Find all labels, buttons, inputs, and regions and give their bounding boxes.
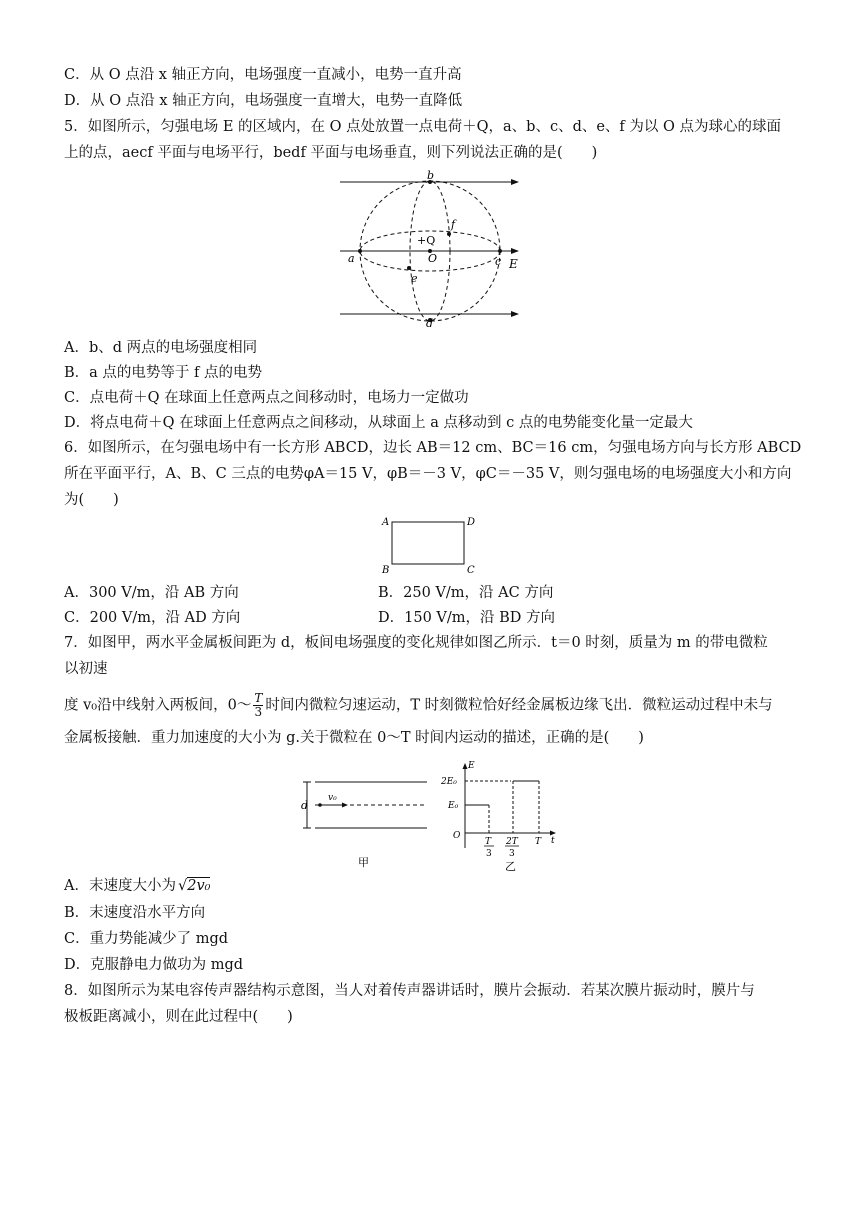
label-2e0: 2E₀: [441, 777, 457, 787]
q4-option-d: D．从 O 点沿 x 轴正方向，电场强度一直增大，电势一直降低: [64, 93, 463, 109]
label-c: c: [495, 255, 502, 268]
q7-stem-line3: [64, 692, 773, 719]
q5-stem-line2: 上的点，aecf 平面与电场平行，bedf 平面与电场垂直，则下列说法正确的是( ): [64, 145, 598, 161]
q7-field-graph: [441, 758, 560, 873]
fraction-t-over-3: [253, 692, 263, 719]
q6-option-b: B．250 V/m，沿 AC 方向: [378, 585, 554, 601]
label-B: B: [382, 565, 390, 576]
q6-stem-line2: 所在平面平行，A、B、C 三点的电势φA＝15 V，φB＝－3 V，φC＝－35 V，则匀强电场的电场强度大小和方向: [64, 466, 792, 482]
fraction-numerator: T: [254, 691, 263, 705]
q6-stem-line3: 为( ): [64, 492, 119, 508]
label-t-axis: t: [551, 836, 555, 846]
q5-option-d: D．将点电荷＋Q 在球面上任意两点之间移动，从球面上 a 点移动到 c 点的电势能变化量一定最大: [64, 415, 693, 431]
q8-stem-line1: 8．如图所示为某电容传声器结构示意图，当人对着传声器讲话时，膜片会振动．若某次膜片振动时，膜片与: [64, 983, 755, 999]
caption-jia: 甲: [358, 856, 369, 869]
tick-2t3-num: 2T: [506, 837, 518, 847]
label-e: e: [411, 272, 418, 285]
q5-option-a: A．b、d 两点的电场强度相同: [64, 340, 258, 356]
q5-sphere-figure: [335, 170, 530, 328]
label-f: f: [451, 218, 456, 231]
q6-rectangle-figure: [378, 512, 484, 576]
q5-stem-line1: 5．如图所示，匀强电场 E 的区域内，在 O 点处放置一点电荷＋Q，a、b、c、d、e、f 为以 O 点为球心的球面: [64, 119, 782, 135]
q7-stem-line1: 7．如图甲，两水平金属板间距为 d，板间电场强度的变化规律如图乙所示．t＝0 时刻，质量为 m 的带电微粒: [64, 635, 768, 651]
q7-plates-figure: [295, 770, 430, 870]
q7-stem-line4: 金属板接触．重力加速度的大小为 g.关于微粒在 0～T 时间内运动的描述，正确的是( ): [64, 730, 644, 746]
q7-option-a-value: 2v₀: [187, 878, 211, 894]
label-o: O: [428, 252, 438, 265]
tick-2t3-den: 3: [509, 849, 515, 859]
q5-option-b: B．a 点的电势等于 f 点的电势: [64, 365, 262, 381]
fraction-denominator: 3: [254, 705, 263, 719]
label-e-axis: E: [468, 761, 475, 771]
tick-t3-den: 3: [486, 849, 492, 859]
q7-stem-line3-part2: 时间内微粒匀速运动，T 时刻微粒恰好经金属板边缘飞出．微粒运动过程中未与: [265, 697, 773, 714]
q8-stem-line2: 极板距离减小，则在此过程中( ): [64, 1009, 293, 1025]
q7-option-c: C．重力势能减少了 mgd: [64, 931, 229, 947]
q6-option-a: A．300 V/m，沿 AB 方向: [64, 585, 239, 601]
label-A: A: [382, 517, 390, 528]
label-origin: O: [453, 831, 461, 841]
label-C: C: [467, 565, 475, 576]
caption-yi: 乙: [505, 860, 516, 873]
q5-option-c: C．点电荷＋Q 在球面上任意两点之间移动时，电场力一定做功: [64, 390, 469, 406]
q7-stem-line2: 以初速: [64, 661, 108, 677]
q6-option-c: C．200 V/m，沿 AD 方向: [64, 610, 241, 626]
label-v0: v₀: [328, 793, 337, 803]
label-d-gap: d: [301, 799, 309, 812]
label-a: a: [348, 252, 355, 265]
q7-option-a-text: A．末速度大小为: [64, 878, 176, 894]
q7-option-b: B．末速度沿水平方向: [64, 905, 206, 921]
label-e-field: E: [509, 257, 518, 271]
label-d: d: [426, 317, 434, 330]
q6-stem-line1: 6．如图所示，在匀强电场中有一长方形 ABCD，边长 AB＝12 cm、BC＝16 cm，匀强电场方向与长方形 ABCD: [64, 440, 802, 456]
q7-option-d: D．克服静电力做功为 mgd: [64, 957, 244, 973]
label-plus-q: +Q: [417, 234, 436, 247]
label-D: D: [467, 517, 476, 528]
q7-stem-line3-part1: 度 v₀沿中线射入两板间，0～: [64, 697, 252, 714]
tick-t: T: [535, 837, 542, 847]
q4-option-c: C．从 O 点沿 x 轴正方向，电场强度一直减小，电势一直升高: [64, 67, 462, 83]
label-b: b: [427, 169, 435, 182]
sqrt-sign: √: [177, 878, 188, 894]
label-e0: E₀: [448, 801, 459, 811]
q6-option-d: D．150 V/m，沿 BD 方向: [378, 610, 556, 626]
q7-option-a: [64, 876, 210, 896]
tick-t3-num: T: [485, 837, 492, 847]
